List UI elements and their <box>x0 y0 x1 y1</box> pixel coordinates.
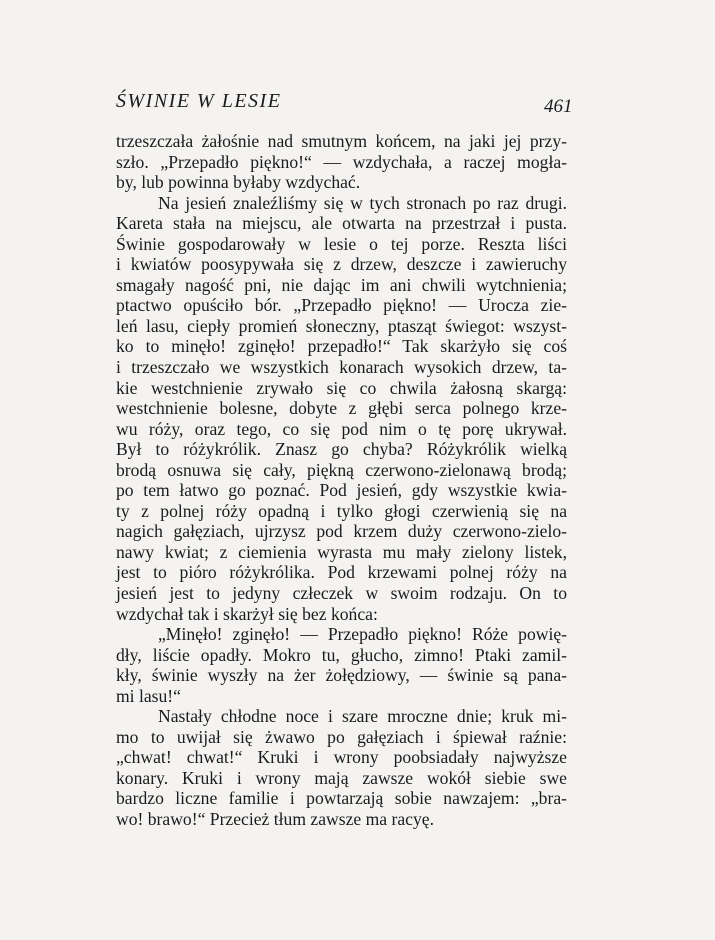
text-line: „chwat! chwat!“ Kruki i wrony poobsiadały najwyższe <box>116 747 567 768</box>
text-line: bardzo liczne familie i powtarzają sobie nawzajem: „bra- <box>116 788 567 809</box>
text-line: konary. Kruki i wrony mają zawsze wokół siebie swe <box>116 767 567 788</box>
page-number: 461 <box>544 96 573 117</box>
text-line: ty z polnej róży opadną i tylko głogi czerwienią się na <box>116 500 567 521</box>
text-line: kie westchnienie zrywało się co chwila żałosną skargą: <box>116 377 567 398</box>
text-line: by, lub powinna byłaby wzdychać. <box>116 172 361 193</box>
text-line: nagich gałęziach, ujrzysz pod krzem duży czerwono-zielo- <box>116 521 567 542</box>
text-line: smagały nagość pni, nie dając im ani chwili wytchnienia; <box>116 274 567 295</box>
text-line: mo to uwijał się żwawo po gałęziach i śpiewał raźnie: <box>116 726 567 747</box>
text-line: „Minęło! zginęło! — Przepadło piękno! Róże powię- <box>158 624 567 645</box>
text-line: Świnie gospodarowały w lesie o tej porze. Reszta liści <box>116 233 567 254</box>
text-line: Kareta stała na miejscu, ale otwarta na przestrzał i pusta. <box>116 213 567 234</box>
text-line: ko to minęło! zginęło! przepadło!“ Tak skarżyło się coś <box>116 336 567 357</box>
text-line: Był to różykrólik. Znasz go chyba? Różykrólik wielką <box>116 439 567 460</box>
text-line: szło. „Przepadło piękno!“ — wzdychała, a raczej mogła- <box>116 151 567 172</box>
text-line: brodą osnuwa się cały, piękną czerwono-zielonawą brodą; <box>116 459 567 480</box>
text-line: jest to pióro różykrólika. Pod krzewami polnej róży na <box>116 562 567 583</box>
text-line: jesień jest to jedyny człeczek w swoim rodzaju. On to <box>116 583 567 603</box>
text-line: wzdychał tak i skarżył się bez końca: <box>116 603 378 624</box>
text-line: trzeszczała żałośnie nad smutnym końcem, na jaki jej przy- <box>116 131 567 151</box>
text-line: Na jesień znaleźliśmy się w tych stronach po raz drugi. <box>158 192 567 213</box>
text-line: kły, świnie wyszły na żer żołędziowy, — świnie są pana- <box>116 665 567 686</box>
text-line: wu róży, oraz tego, co się pod nim o tę porę ukrywał. <box>116 418 567 439</box>
text-line: nawy kwiat; z ciemienia wyrasta mu mały zielony listek, <box>116 541 567 562</box>
text-line: dły, liście opadły. Mokro tu, głucho, zimno! Ptaki zamil- <box>116 644 567 665</box>
text-line: Nastały chłodne noce i szare mroczne dnie; kruk mi- <box>158 706 567 727</box>
text-line: ptactwo opuściło bór. „Przepadło piękno! — Urocza zie- <box>116 295 567 316</box>
text-line: i trzeszczało we wszystkich konarach wysokich drzew, ta- <box>116 357 567 377</box>
text-line: leń lasu, ciepły promień słoneczny, ptasząt świegot: wszyst- <box>116 315 567 336</box>
text-line: westchnienie bolesne, dobyte z głębi serca polnego krze- <box>116 398 567 419</box>
text-line: mi lasu!“ <box>116 685 181 706</box>
running-title: ŚWINIE W LESIE <box>116 90 282 112</box>
text-line: i kwiatów poosypywała się z drzew, deszcze i zawieruchy <box>116 254 567 275</box>
text-line: wo! brawo!“ Przecież tłum zawsze ma racyę. <box>116 809 434 829</box>
text-line: po tem łatwo go poznać. Pod jesień, gdy wszystkie kwia- <box>116 480 567 501</box>
